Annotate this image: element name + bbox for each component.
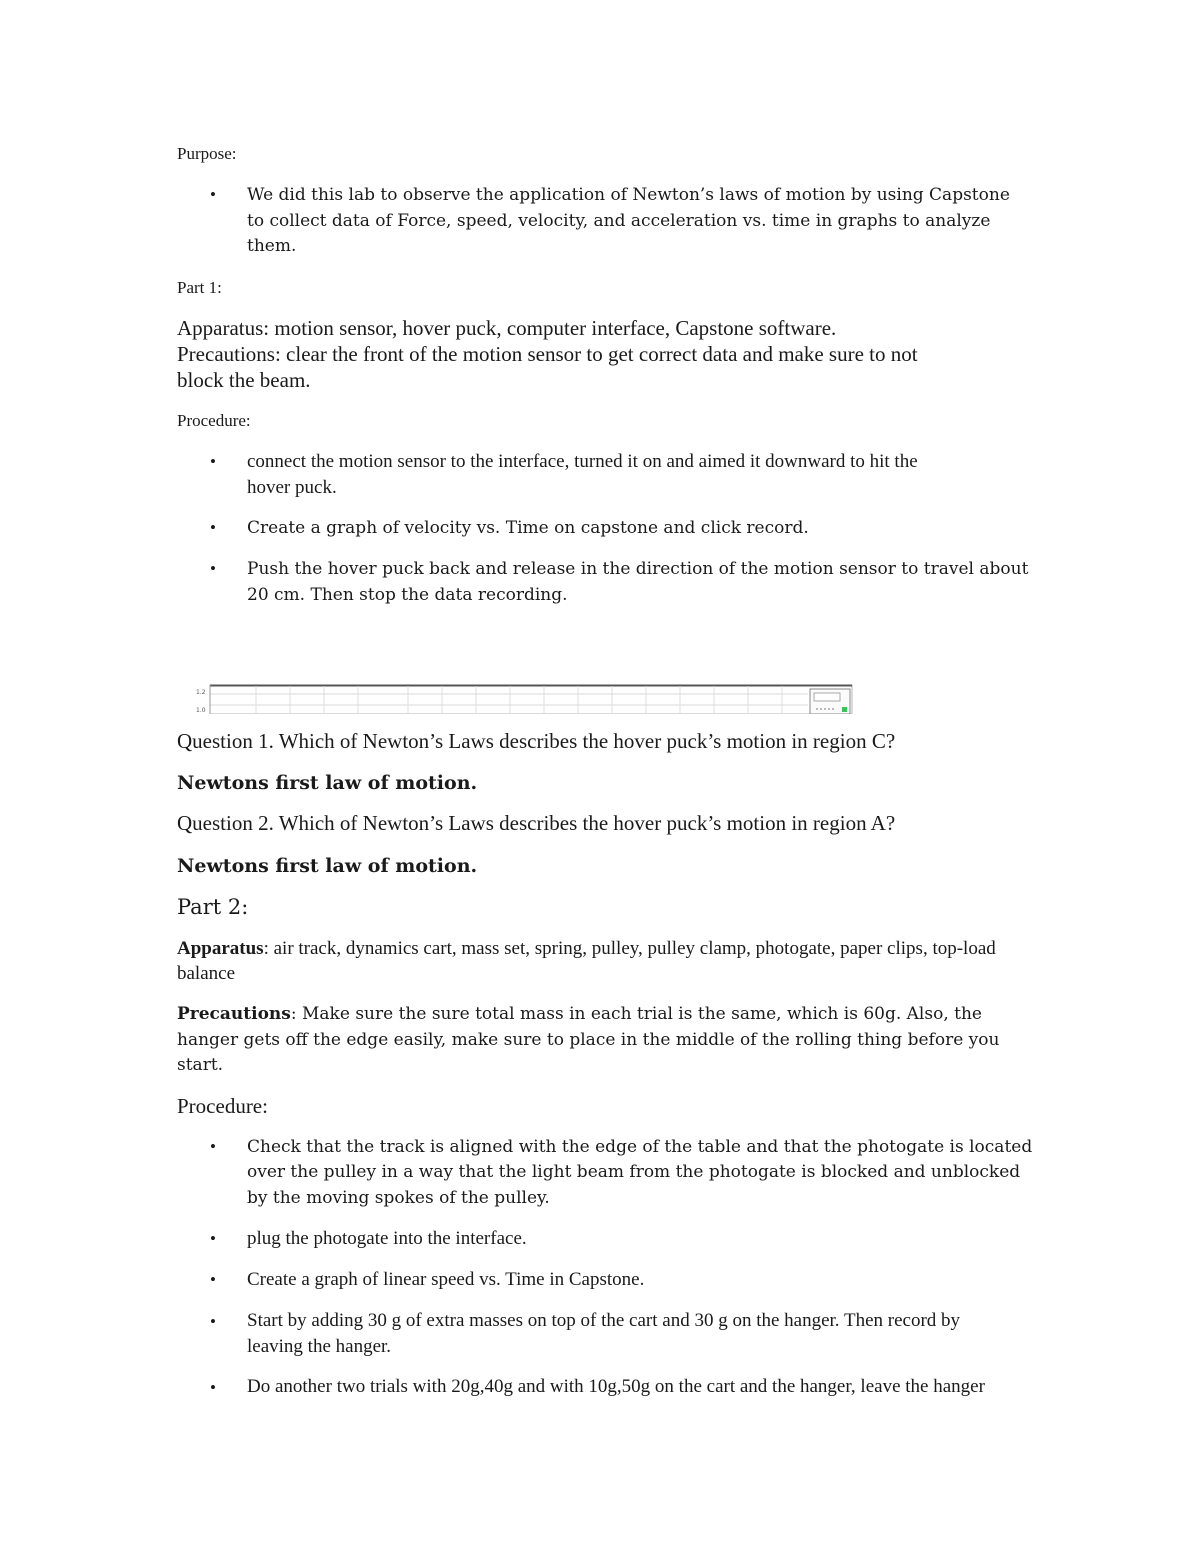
procedure-line: hover puck. <box>247 477 337 498</box>
procedure-line: Push the hover puck back and release in the direction of the motion sensor to travel about <box>247 559 1029 579</box>
part2-precautions-line <box>177 1004 982 1024</box>
graph-screenshot <box>196 683 854 714</box>
procedure-line: 20 cm. Then stop the data recording. <box>247 585 568 605</box>
procedure-line: connect the motion sensor to the interface, turned it on and aimed it downward to hit the <box>247 451 918 472</box>
graph-axis-label: 1.2 <box>196 689 206 696</box>
procedure-line: by the moving spokes of the pulley. <box>247 1188 550 1208</box>
question-1: Question 1. Which of Newton’s Laws describes the hover puck’s motion in region C? <box>177 729 896 753</box>
part1-heading: Part 1: <box>177 278 222 297</box>
apparatus-text: : air track, dynamics cart, mass set, spring, pulley, pulley clamp, photogate, paper clips, top-load <box>263 938 996 959</box>
answer-1: Newtons first law of motion. <box>177 772 478 794</box>
part2-apparatus-line: balance <box>177 963 236 984</box>
procedure-line: Create a graph of velocity vs. Time on capstone and click record. <box>247 518 809 538</box>
graph-axis-label: 1.0 <box>196 707 206 714</box>
bullet-icon: • <box>210 1137 216 1156</box>
bullet-icon: • <box>210 559 216 578</box>
procedure-line: leaving the hanger. <box>247 1336 392 1357</box>
purpose-line: them. <box>247 236 297 256</box>
answer-2: Newtons first law of motion. <box>177 855 478 877</box>
part2-heading: Part 2: <box>177 895 249 919</box>
purpose-heading: Purpose: <box>177 144 237 163</box>
procedure-line: Start by adding 30 g of extra masses on top of the cart and 30 g on the hanger. Then record by <box>247 1310 961 1331</box>
part2-precautions-line: start. <box>177 1055 224 1075</box>
precautions-label: Precautions <box>177 1004 291 1024</box>
part2-apparatus-line <box>177 938 996 960</box>
purpose-line: We did this lab to observe the application of Newton’s laws of motion by using Capstone <box>247 185 1010 205</box>
procedure-line: Check that the track is aligned with the edge of the table and that the photogate is located <box>247 1137 1033 1157</box>
part2-precautions-line: hanger gets off the edge easily, make sure to place in the middle of the rolling thing before you <box>177 1030 1000 1050</box>
procedure-line: Do another two trials with 20g,40g and with 10g,50g on the cart and the hanger, leave the hanger <box>247 1376 985 1397</box>
procedure-line: over the pulley in a way that the light beam from the photogate is blocked and unblocked <box>247 1162 1021 1182</box>
part1-precautions-line: Precautions: clear the front of the motion sensor to get correct data and make sure to not <box>177 342 918 366</box>
question-2: Question 2. Which of Newton’s Laws describes the hover puck’s motion in region A? <box>177 811 896 835</box>
bullet-icon: • <box>210 518 216 537</box>
part2-procedure-heading: Procedure: <box>177 1094 268 1118</box>
bullet-icon: • <box>210 1312 216 1331</box>
bullet-icon: • <box>210 452 216 471</box>
purpose-line: to collect data of Force, speed, velocity, and acceleration vs. time in graphs to analyze <box>247 211 991 231</box>
bullet-icon: • <box>210 1270 216 1289</box>
part1-apparatus-line: Apparatus: motion sensor, hover puck, computer interface, Capstone software. <box>177 316 837 340</box>
apparatus-label: Apparatus <box>177 938 264 959</box>
bullet-icon: • <box>210 1229 216 1248</box>
procedure-line: Create a graph of linear speed vs. Time in Capstone. <box>247 1269 645 1290</box>
part1-precautions-line: block the beam. <box>177 368 311 392</box>
precautions-text: : Make sure the sure total mass in each trial is the same, which is 60g. Also, the <box>290 1004 982 1024</box>
bullet-icon: • <box>210 1378 216 1397</box>
part1-procedure-heading: Procedure: <box>177 411 251 430</box>
bullet-icon: • <box>210 185 216 204</box>
procedure-line: plug the photogate into the interface. <box>247 1228 527 1249</box>
